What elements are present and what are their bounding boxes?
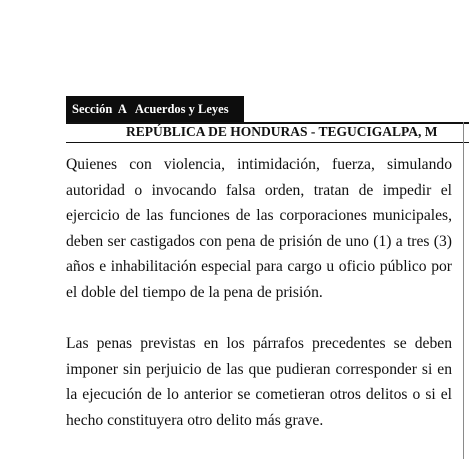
body-text — [66, 152, 452, 434]
paragraph-line: años e inhabilitación especial para cargo u oficio público por — [66, 258, 452, 276]
page-right-border — [463, 122, 464, 459]
section-tab: Sección A Acuerdos y Leyes — [66, 96, 244, 122]
paragraph-line: autoridad o invocando falsa orden, tratan de impedir el — [66, 181, 452, 199]
running-header: REPÚBLICA DE HONDURAS - TEGUCIGALPA, M — [126, 124, 438, 139]
paragraph-line: la ejecución de lo anterior se cometieran otros delitos o si el — [66, 386, 452, 404]
paragraph-line: imponer sin perjuicio de las que pudieran corresponder si en — [66, 360, 452, 378]
paragraph-line: ejercicio de las funciones de las corporaciones municipales, — [66, 207, 452, 225]
paragraph-2 — [66, 331, 452, 433]
paragraph-line: deben ser castigados con pena de prisión de uno (1) a tres (3) — [66, 232, 452, 250]
paragraph-line: Las penas previstas en los párrafos precedentes se deben — [66, 335, 452, 353]
header-bottom-rule — [66, 142, 469, 143]
paragraph-line: Quienes con violencia, intimidación, fuerza, simulando — [66, 156, 452, 173]
paragraph-line: hecho constituyera otro delito más grave. — [66, 411, 324, 429]
paragraph-1 — [66, 152, 452, 306]
paragraph-line: el doble del tiempo de la pena de prisión. — [66, 283, 323, 301]
